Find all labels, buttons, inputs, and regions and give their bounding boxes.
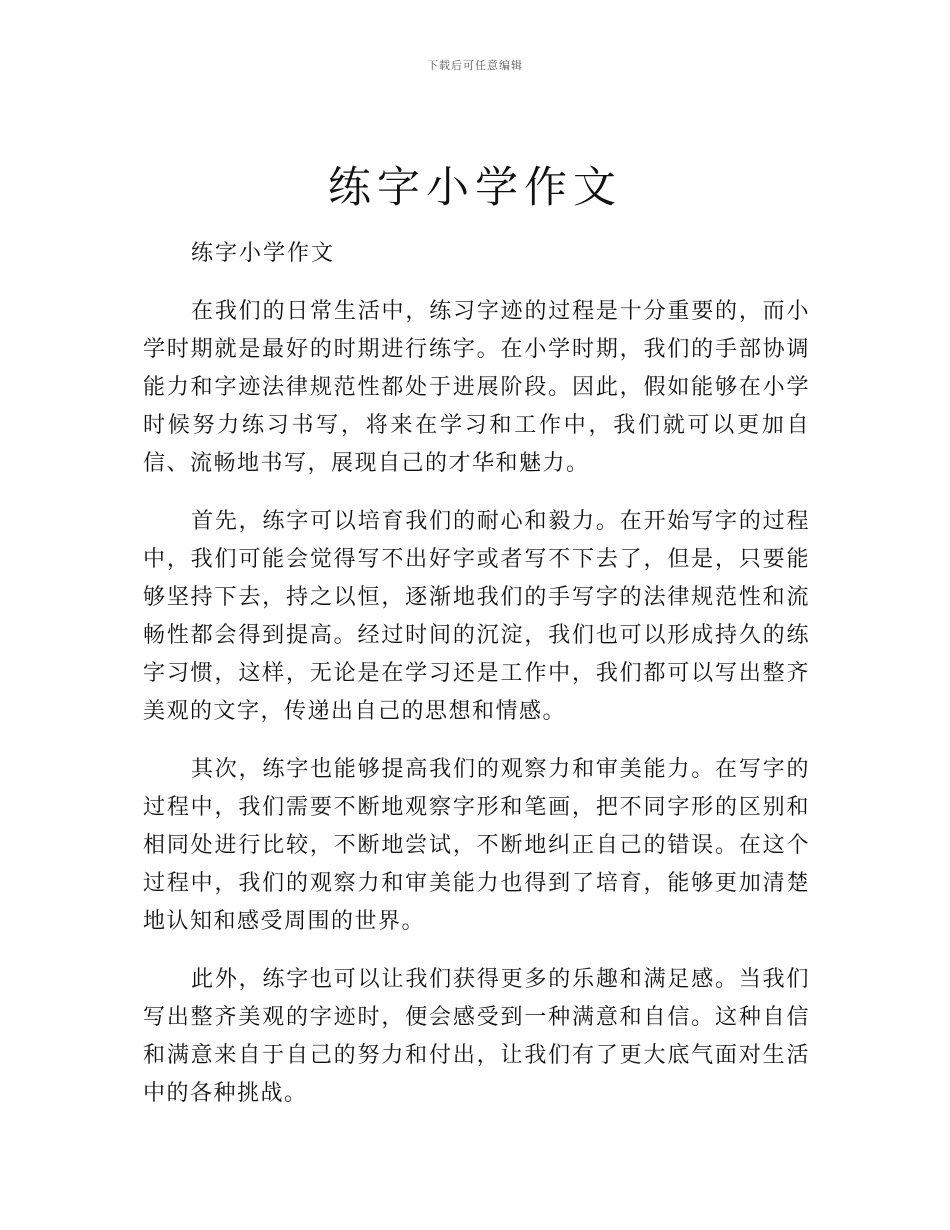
paragraph-1: 在我们的日常生活中，练习字迹的过程是十分重要的，而小学时期就是最好的时期进行练字。在小学时期，我们的手部协调能力和字迹法律规范性都处于进展阶段。因此，假如能够在小学时候努力练习书写，将来在学习和工作中，我们就可以更加自信、流畅地书写，展现自己的才华和魅力。 bbox=[143, 299, 810, 476]
document-subtitle: 练字小学作文 bbox=[191, 241, 336, 266]
header-note: 下载后可任意编辑 bbox=[427, 59, 523, 72]
document-title: 练字小学作文 bbox=[328, 163, 622, 213]
paragraph-2: 首先，练字可以培育我们的耐心和毅力。在开始写字的过程中，我们可能会觉得写不出好字或者写不下去了，但是，只要能够坚持下去，持之以恒，逐渐地我们的手写字的法律规范性和流畅性都会得到提高。经过时间的沉淀，我们也可以形成持久的练字习惯，这样，无论是在学习还是工作中，我们都可以写出整齐美观的文字，传递出自己的思想和情感。 bbox=[143, 509, 810, 724]
paragraph-4: 此外，练字也可以让我们获得更多的乐趣和满足感。当我们写出整齐美观的字迹时，便会感受到一种满意和自信。这种自信和满意来自于自己的努力和付出，让我们有了更大底气面对生活中的各种挑战。 bbox=[143, 967, 810, 1106]
document-body bbox=[143, 235, 810, 1133]
paragraph-3: 其次，练字也能够提高我们的观察力和审美能力。在写字的过程中，我们需要不断地观察字形和笔画，把不同字形的区别和相同处进行比较，不断地尝试，不断地纠正自己的错误。在这个过程中，我们的观察力和审美能力也得到了培育，能够更加清楚地认知和感受周围的世界。 bbox=[143, 757, 810, 934]
